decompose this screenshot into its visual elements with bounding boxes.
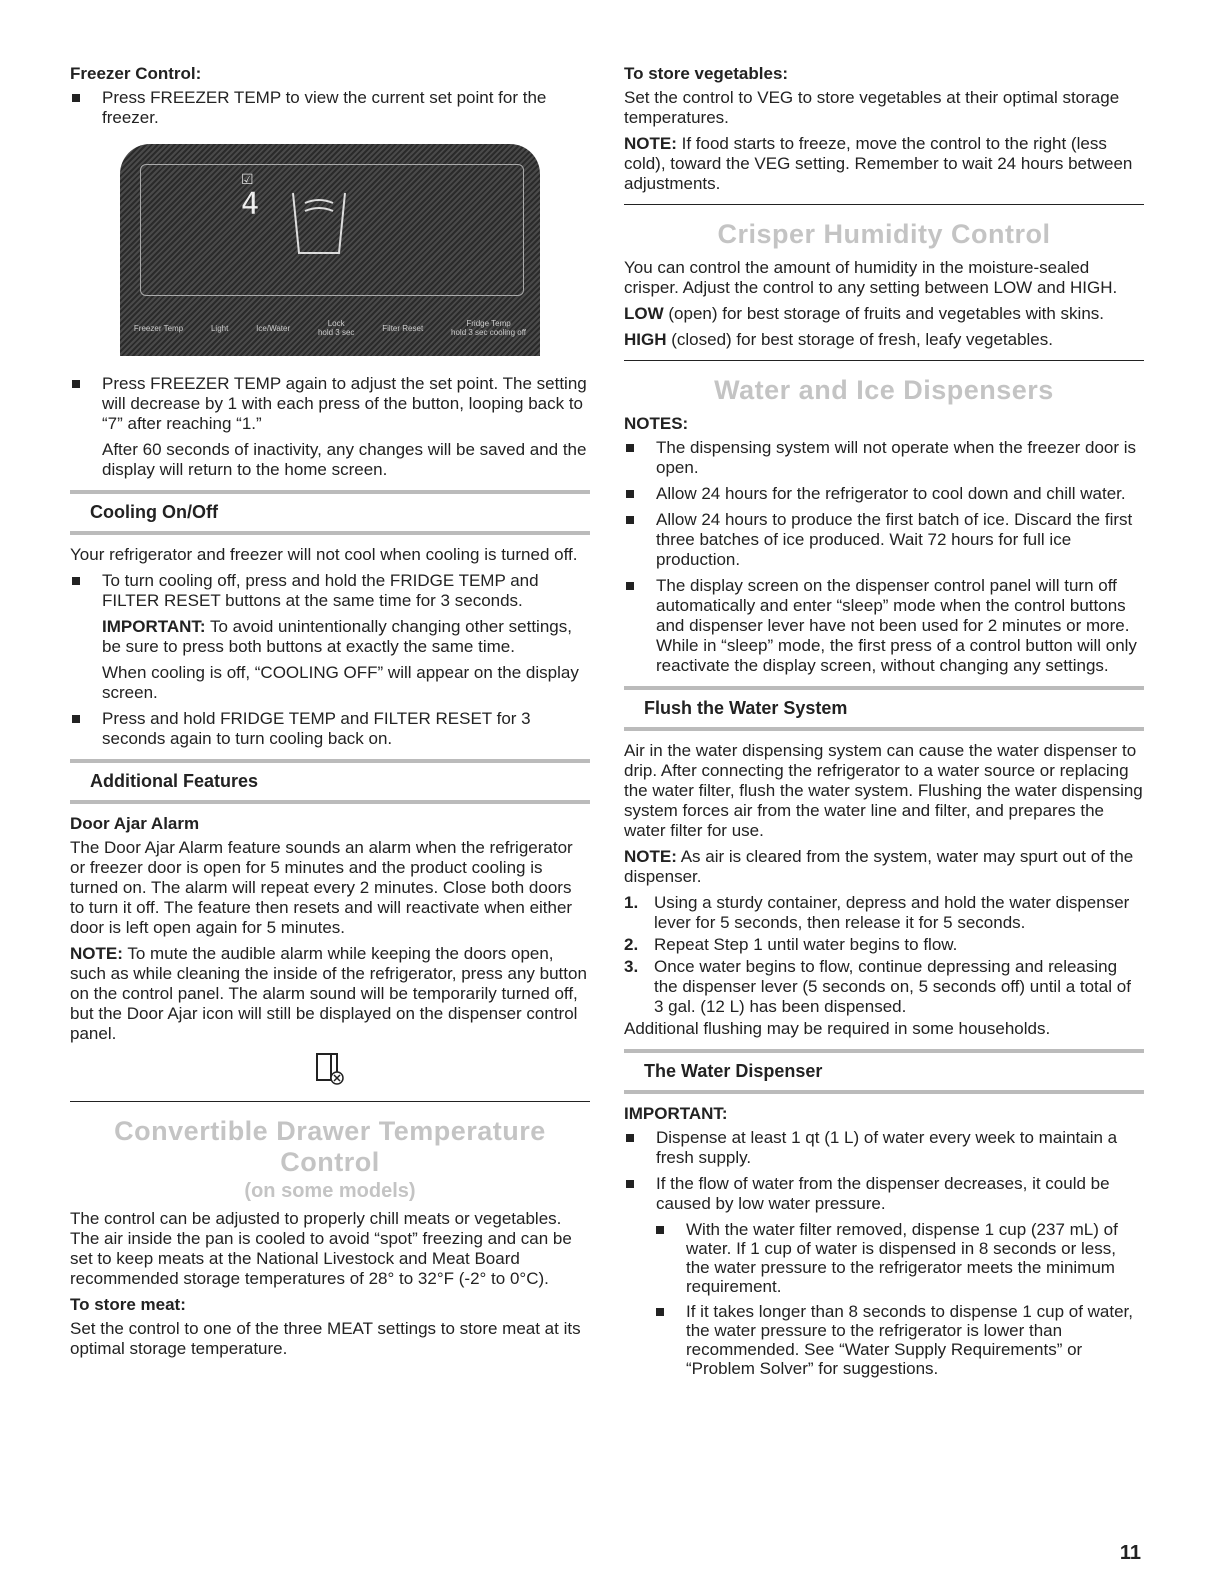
bullet-sub-text: After 60 seconds of inactivity, any changes will be saved and the display will return to the home screen. (102, 440, 587, 479)
door-ajar-paragraph: The Door Ajar Alarm feature sounds an alarm when the refrigerator or freezer door is open for 5 minutes and the product cooling is turned on. The alarm will repeat every 2 minutes. Close both doors to turn it off. The feature then resets and will reactivate when either door is left open again for 5 minutes. (70, 838, 573, 937)
high-setting: HIGH (closed) for best storage of fresh, leafy vegetables. (624, 330, 1053, 349)
important-sub-item: If it takes longer than 8 seconds to dispense 1 cup of water, the water pressure to the refrigerator is lower than recommended. See “Water Supply Requirements” or “Problem Solver” for suggestions. (624, 1302, 1144, 1378)
right-column (624, 64, 1144, 1384)
note-item: Allow 24 hours to produce the first batch of ice. Discard the first three batches of ice produced. Wait 72 hours for full ice production. (624, 510, 1144, 570)
page-number: 11 (1119, 1542, 1141, 1564)
flush-note: NOTE: As air is cleared from the system, water may spurt out of the dispenser. (624, 847, 1134, 886)
important-item: Dispense at least 1 qt (1 L) of water every week to maintain a fresh supply. (624, 1128, 1144, 1168)
cooling-heading: Cooling On/Off (70, 490, 590, 535)
ice-water-button: Ice/Water (256, 323, 291, 333)
left-column (70, 64, 590, 1365)
note-item: The dispensing system will not operate when the freezer door is open. (624, 438, 1144, 478)
important-note: IMPORTANT: To avoid unintentionally changing other settings, be sure to press both buttons at exactly the same time. (102, 617, 572, 656)
store-vegetables-heading: To store vegetables: (624, 64, 789, 83)
panel-buttons (120, 308, 540, 348)
freezer-control-heading: Freezer Control: (70, 64, 202, 83)
important-label: IMPORTANT: (624, 1104, 728, 1123)
crisper-paragraph: You can control the amount of humidity in the moisture-sealed crisper. Adjust the control to any setting between LOW and HIGH. (624, 258, 1118, 297)
flush-paragraph: Air in the water dispensing system can cause the water dispenser to drip. After connecting the refrigerator to a water source or replacing the water filter, flush the water system. Flushing the water dispensing system forces air from the water line and filter, and prepares the water filter for use. (624, 741, 1143, 840)
door-ajar-note: NOTE: To mute the audible alarm while keeping the doors open, such as while cleaning the inside of the refrigerator, press any button on the control panel. The alarm sound will be temporarily turned off, but the Door Ajar icon will still be displayed on the dispenser control panel. (70, 944, 587, 1043)
crisper-humidity-heading: Crisper Humidity Control (717, 219, 1051, 249)
panel-display (140, 164, 524, 296)
convertible-subheading: (on some models) (244, 1180, 416, 1202)
light-button: Light (210, 323, 229, 333)
important-sub-item: With the water filter removed, dispense 1 cup (237 mL) of water. If 1 cup of water is dispensed in 8 seconds or less, the water pressure to the refrigerator meets the minimum requirement. (624, 1220, 1144, 1296)
cooling-paragraph: Your refrigerator and freezer will not cool when cooling is turned off. (70, 545, 578, 564)
bullet-sub-text: When cooling is off, “COOLING OFF” will appear on the display screen. (102, 663, 579, 702)
freezer-temp-button: Freezer Temp (133, 323, 184, 333)
control-panel-illustration (120, 144, 540, 356)
vegetables-note: NOTE: If food starts to freeze, move the control to the right (less cold), toward the VEG setting. Remember to wait 24 hours between adjustments. (624, 134, 1133, 193)
store-meat-paragraph: Set the control to one of the three MEAT settings to store meat at its optimal storage temperature. (70, 1319, 581, 1358)
divider (624, 204, 1144, 205)
flush-step: 3. Once water begins to flow, continue depressing and releasing the dispenser lever (5 seconds on, 5 seconds off) until a total of 3 gal. (12 L) has been dispensed. (624, 957, 1131, 1016)
low-setting: LOW (open) for best storage of fruits and vegetables with skins. (624, 304, 1105, 323)
flush-step: 1. Using a sturdy container, depress and hold the water dispenser lever for 5 seconds, then release it for 5 seconds. (624, 893, 1130, 932)
convertible-drawer-heading: Convertible Drawer Temperature Control (114, 1116, 546, 1177)
door-ajar-heading: Door Ajar Alarm (70, 814, 200, 833)
filter-reset-button: Filter Reset (382, 323, 424, 333)
additional-features-heading: Additional Features (70, 759, 590, 804)
display-digit: 4 (241, 187, 260, 222)
bullet-item: Press and hold FRIDGE TEMP and FILTER RESET for 3 seconds again to turn cooling back on. (70, 709, 590, 749)
divider (70, 1101, 590, 1102)
bullet-item: Press FREEZER TEMP again to adjust the set point. The setting will decrease by 1 with each press of the button, looping back to “7” after reaching “1.” (70, 374, 590, 434)
flush-water-heading: Flush the Water System (624, 686, 1144, 731)
divider (624, 360, 1144, 361)
water-ice-dispensers-heading: Water and Ice Dispensers (714, 375, 1054, 405)
lock-button: Lock hold 3 sec (317, 319, 355, 337)
flush-step: 2. Repeat Step 1 until water begins to flow. (624, 935, 958, 954)
store-meat-heading: To store meat: (70, 1295, 186, 1314)
store-vegetables-paragraph: Set the control to VEG to store vegetables at their optimal storage temperatures. (624, 88, 1120, 127)
bullet-item: Press FREEZER TEMP to view the current set point for the freezer. (70, 88, 590, 128)
check-icon: ☑ (241, 171, 254, 187)
flush-after: Additional flushing may be required in some households. (624, 1019, 1051, 1038)
note-item: Allow 24 hours for the refrigerator to cool down and chill water. (624, 484, 1144, 504)
fridge-temp-button: Fridge Temp hold 3 sec cooling off (451, 319, 527, 337)
note-item: The display screen on the dispenser control panel will turn off automatically and enter “sleep” mode when the control buttons and dispenser lever have not been used for 2 minutes or more. While in “sleep” mode, the first press of a control button will only reactivate the display screen, without changing any settings. (624, 576, 1144, 676)
cup-icon (291, 191, 347, 257)
important-item: If the flow of water from the dispenser decreases, it could be caused by low water pressure. (624, 1174, 1144, 1214)
bullet-item: To turn cooling off, press and hold the FRIDGE TEMP and FILTER RESET buttons at the same time for 3 seconds. (70, 571, 590, 611)
convertible-paragraph: The control can be adjusted to properly chill meats or vegetables. The air inside the pan is cooled to avoid “spot” freezing and can be set to keep meats at the National Livestock and Meat Board recommended storage temperatures of 28° to 32°F (-2° to 0°C). (70, 1209, 572, 1288)
water-dispenser-heading: The Water Dispenser (624, 1049, 1144, 1094)
notes-label: NOTES: (624, 414, 689, 433)
door-ajar-icon (70, 1052, 590, 1091)
